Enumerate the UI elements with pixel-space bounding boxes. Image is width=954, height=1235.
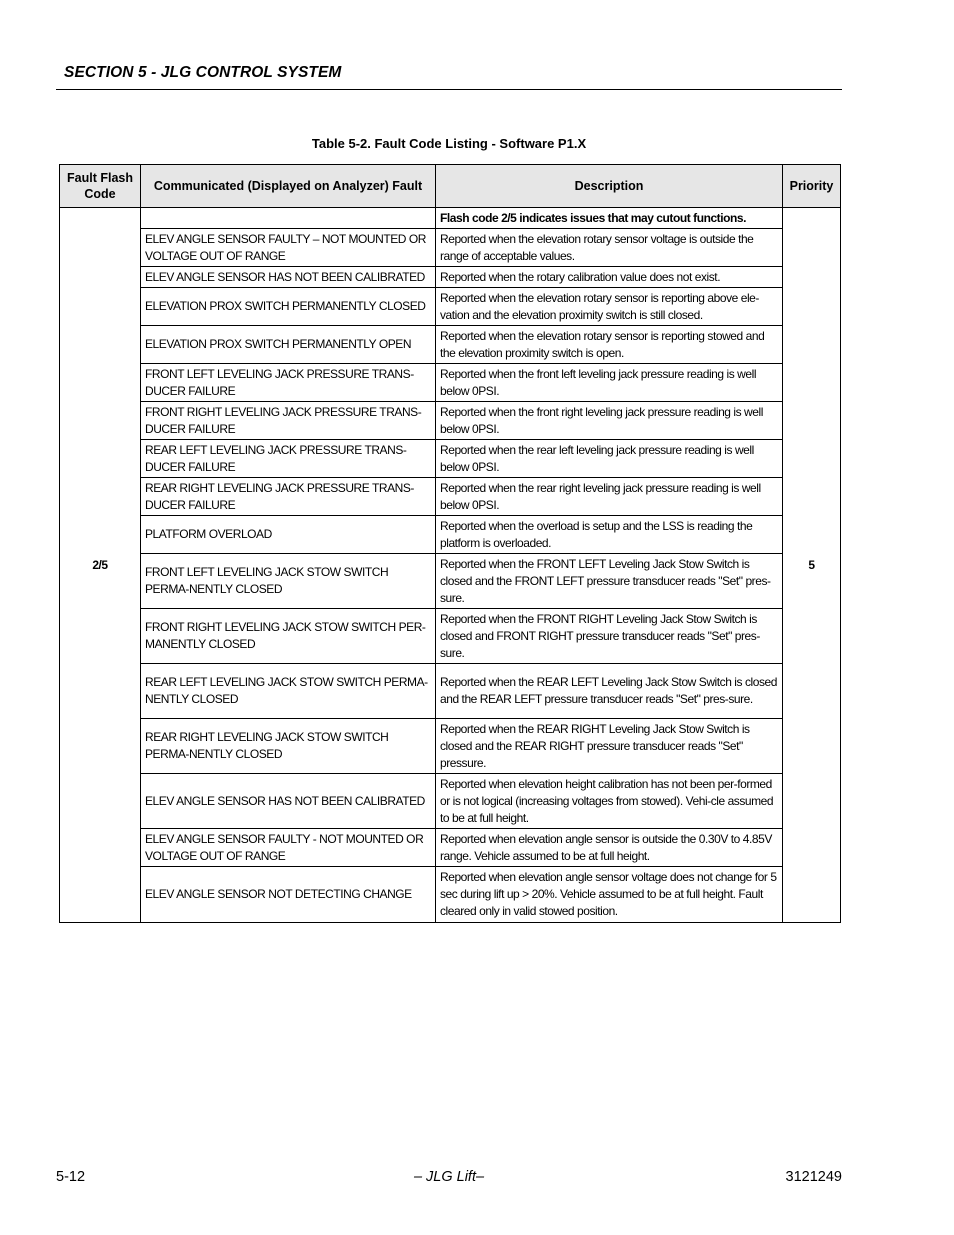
description-cell: Reported when the REAR LEFT Leveling Jack Stow Switch is closed and the REAR LEFT pressure transducer reads "Set" pres-sure.: [436, 664, 783, 719]
description-cell: Reported when the rear right leveling jack pressure reading is well below 0PSI.: [436, 478, 783, 516]
note-description-cell: Flash code 2/5 indicates issues that may cutout functions.: [436, 208, 783, 229]
table-row: [60, 867, 841, 923]
footer-center-title: – JLG Lift–: [413, 1169, 485, 1185]
table-row: [60, 326, 841, 364]
table-row: [60, 402, 841, 440]
fault-cell: REAR RIGHT LEVELING JACK PRESSURE TRANS-DUCER FAILURE: [141, 478, 436, 516]
description-cell: Reported when the REAR RIGHT Leveling Jack Stow Switch is closed and the REAR RIGHT pressure transducer reads "Set" pressure.: [436, 719, 783, 774]
table-row: [60, 364, 841, 402]
fault-cell: FRONT LEFT LEVELING JACK PRESSURE TRANS-DUCER FAILURE: [141, 364, 436, 402]
header-fault-flash-code: Fault Flash Code: [60, 165, 141, 208]
fault-cell: ELEVATION PROX SWITCH PERMANENTLY CLOSED: [141, 288, 436, 326]
table-header-row: [60, 165, 841, 208]
description-cell: Reported when the elevation rotary sensor is reporting stowed and the elevation proximity switch is open.: [436, 326, 783, 364]
fault-cell: FRONT RIGHT LEVELING JACK PRESSURE TRANS-DUCER FAILURE: [141, 402, 436, 440]
description-cell: Reported when the elevation rotary sensor is reporting above ele-vation and the elevation proximity switch is still closed.: [436, 288, 783, 326]
fault-cell: REAR RIGHT LEVELING JACK STOW SWITCH PERMA-NENTLY CLOSED: [141, 719, 436, 774]
table-row: [60, 288, 841, 326]
header-priority: Priority: [783, 165, 841, 208]
fault-cell: ELEV ANGLE SENSOR HAS NOT BEEN CALIBRATED: [141, 267, 436, 288]
description-cell: Reported when the rotary calibration value does not exist.: [436, 267, 783, 288]
table-row: [60, 267, 841, 288]
fault-cell: ELEV ANGLE SENSOR FAULTY – NOT MOUNTED OR VOLTAGE OUT OF RANGE: [141, 229, 436, 267]
fault-cell: FRONT LEFT LEVELING JACK STOW SWITCH PERMA-NENTLY CLOSED: [141, 554, 436, 609]
priority-cell: 5: [783, 208, 841, 923]
description-cell: Reported when the front right leveling jack pressure reading is well below 0PSI.: [436, 402, 783, 440]
description-cell: Reported when the FRONT RIGHT Leveling Jack Stow Switch is closed and FRONT RIGHT pressure transducer reads "Set" pres-sure.: [436, 609, 783, 664]
fault-cell: PLATFORM OVERLOAD: [141, 516, 436, 554]
table-caption: Table 5-2. Fault Code Listing - Software P1.X: [311, 136, 587, 151]
table-row: [60, 516, 841, 554]
description-cell: Reported when the elevation rotary sensor voltage is outside the range of acceptable values.: [436, 229, 783, 267]
table-row: [60, 478, 841, 516]
fault-cell: ELEV ANGLE SENSOR NOT DETECTING CHANGE: [141, 867, 436, 923]
description-cell: Reported when the FRONT LEFT Leveling Jack Stow Switch is closed and the FRONT LEFT pressure transducer reads "Set" pres-sure.: [436, 554, 783, 609]
description-cell: Reported when the rear left leveling jack pressure reading is well below 0PSI.: [436, 440, 783, 478]
fault-cell: REAR LEFT LEVELING JACK PRESSURE TRANS-DUCER FAILURE: [141, 440, 436, 478]
fault-code-table: [59, 164, 841, 923]
footer-doc-number: 3121249: [785, 1169, 842, 1185]
table-row: [60, 208, 841, 229]
flash-code-cell: 2/5: [60, 208, 141, 923]
description-cell: Reported when elevation angle sensor is outside the 0.30V to 4.85V range. Vehicle assumed to be at full height.: [436, 829, 783, 867]
description-cell: Reported when the overload is setup and the LSS is reading the platform is overloaded.: [436, 516, 783, 554]
description-cell: Reported when elevation height calibration has not been per-formed or is not logical (increasing voltages from stowed). Vehi-cle assumed to be at full height.: [436, 774, 783, 829]
table-row: [60, 719, 841, 774]
description-cell: Reported when the front left leveling jack pressure reading is well below 0PSI.: [436, 364, 783, 402]
fault-cell: FRONT RIGHT LEVELING JACK STOW SWITCH PER-MANENTLY CLOSED: [141, 609, 436, 664]
fault-cell: [141, 208, 436, 229]
table-row: [60, 829, 841, 867]
header-description: Description: [436, 165, 783, 208]
fault-cell: ELEV ANGLE SENSOR HAS NOT BEEN CALIBRATED: [141, 774, 436, 829]
fault-cell: REAR LEFT LEVELING JACK STOW SWITCH PERMA-NENTLY CLOSED: [141, 664, 436, 719]
header-communicated-fault: Communicated (Displayed on Analyzer) Fault: [141, 165, 436, 208]
footer-page-number: 5-12: [56, 1169, 86, 1185]
table-row: [60, 554, 841, 609]
table-row: [60, 664, 841, 719]
table-row: [60, 609, 841, 664]
table-row: [60, 229, 841, 267]
fault-cell: ELEVATION PROX SWITCH PERMANENTLY OPEN: [141, 326, 436, 364]
section-header: SECTION 5 - JLG CONTROL SYSTEM: [64, 64, 342, 81]
header-rule: [56, 89, 842, 90]
fault-cell: ELEV ANGLE SENSOR FAULTY - NOT MOUNTED OR VOLTAGE OUT OF RANGE: [141, 829, 436, 867]
table-row: [60, 774, 841, 829]
table-row: [60, 440, 841, 478]
description-cell: Reported when elevation angle sensor voltage does not change for 5 sec during lift up > 20%. Vehicle assumed to be at full height. Fault cleared only in valid stowed position.: [436, 867, 783, 923]
